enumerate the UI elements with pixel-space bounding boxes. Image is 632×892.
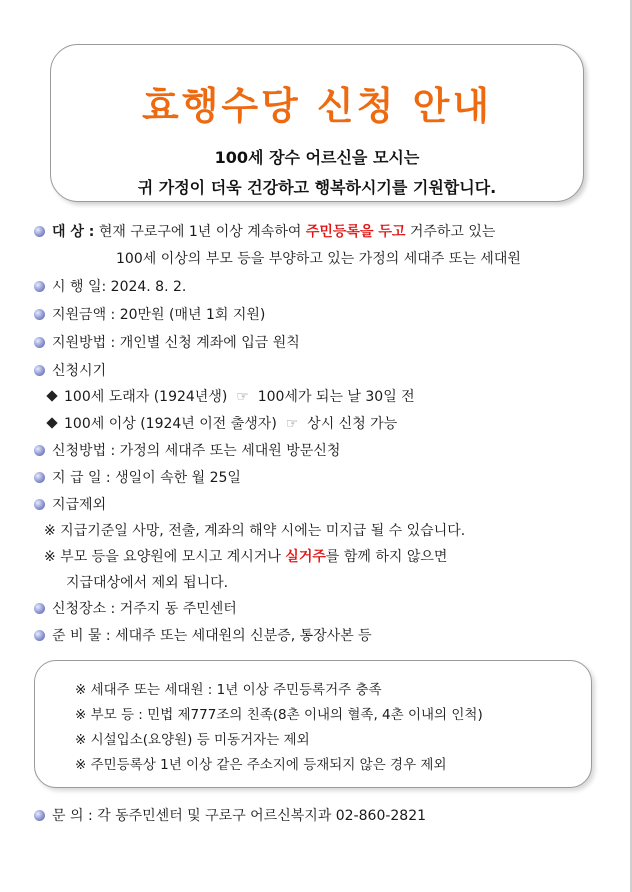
diamond-bullet-icon (46, 417, 57, 428)
bullet-icon (34, 281, 45, 292)
pointing-hand-icon: ☞ (236, 389, 249, 405)
documents-label: 준 비 물 : (52, 628, 111, 644)
note-item: ※ 주민등록상 1년 이상 같은 주소지에 등재되지 않은 경우 제외 (75, 757, 447, 773)
enforcement-date-row (34, 277, 612, 297)
bullet-icon (34, 309, 45, 320)
subtitle-line-2: 귀 가정이 더욱 건강하고 행복하시기를 기원합니다. (137, 178, 497, 197)
note-item: ※ 시설입소(요양원) 등 미동거자는 제외 (75, 732, 310, 748)
method-label: 지원방법 : (52, 335, 116, 351)
target-text-1: 현재 구로구에 1년 이상 계속하여 주민등록을 두고 거주하고 있는 (98, 224, 496, 240)
bullet-icon (34, 603, 45, 614)
place-row (34, 599, 612, 619)
exclusion-note-1: ※ 지급기준일 사망, 전출, 계좌의 해약 시에는 미지급 될 수 있습니다. (44, 523, 466, 539)
bullet-icon (34, 499, 45, 510)
amount-label: 지원금액 : (52, 307, 116, 323)
documents-value: 세대주 또는 세대원의 신분증, 통장사본 등 (115, 628, 372, 644)
amount-value: 20만원 (매년 1회 지원) (119, 307, 266, 323)
pointing-hand-icon: ☞ (285, 416, 299, 432)
method-value: 개인별 신청 계좌에 입금 원칙 (119, 335, 300, 351)
exclusion-note-2: ※ 부모 등을 요양원에 모시고 계시거나 실거주를 함께 하지 않으면 (44, 549, 448, 565)
diamond-bullet-icon (46, 390, 57, 401)
inquiry-row (34, 806, 612, 826)
pay-date-value: 생일이 속한 월 25일 (115, 470, 241, 486)
period-item: 100세 도래자 (1924년생) ☞ 100세가 되는 날 30일 전 (44, 387, 612, 407)
inquiry-label: 문 의 : (52, 808, 93, 824)
subtitle-line-1: 100세 장수 어르신을 모시는 (214, 148, 420, 167)
pay-date-label: 지 급 일 : (52, 470, 111, 486)
apply-method-label: 신청방법 : (52, 443, 116, 459)
exclusion-label: 지급제외 (52, 497, 107, 513)
target-row (34, 222, 612, 242)
header-box (50, 44, 584, 202)
note-item: ※ 부모 등 : 민법 제777조의 친족(8촌 이내의 혈족, 4촌 이내의 인척) (75, 707, 483, 723)
apply-method-value: 가정의 세대주 또는 세대원 방문신청 (119, 443, 341, 459)
exclusion-note-2-cont: 지급대상에서 제외 됩니다. (66, 575, 229, 591)
note-item: ※ 세대주 또는 세대원 : 1년 이상 주민등록거주 충족 (75, 682, 382, 698)
method-row (34, 333, 612, 353)
enforcement-date-value: 2024. 8. 2. (110, 279, 187, 295)
inquiry-value: 각 동주민센터 및 구로구 어르신복지과 02-860-2821 (97, 808, 427, 824)
exclusion-row (34, 495, 612, 515)
period-label: 신청시기 (52, 363, 107, 379)
place-value: 거주지 동 주민센터 (119, 601, 237, 617)
highlight-actual-residence: 실거주 (285, 549, 326, 565)
bullet-icon (34, 630, 45, 641)
page-title: 효행수당 신청 안내 (141, 84, 493, 128)
place-label: 신청장소 : (52, 601, 116, 617)
pay-date-row (34, 468, 612, 488)
target-text-2: 100세 이상의 부모 등을 부양하고 있는 가정의 세대주 또는 세대원 (116, 251, 521, 267)
apply-method-row (34, 441, 612, 461)
amount-row (34, 305, 612, 325)
period-row (34, 361, 612, 381)
bullet-icon (34, 365, 45, 376)
period-item: 100세 이상 (1924년 이전 출생자) ☞ 상시 신청 가능 (44, 414, 612, 434)
notes-box (34, 660, 592, 788)
documents-row (34, 626, 612, 646)
bullet-icon (34, 337, 45, 348)
target-label: 대 상 : (52, 224, 95, 240)
highlight-residence-registration: 주민등록을 두고 (305, 224, 406, 240)
enforcement-date-label: 시 행 일: (52, 279, 107, 295)
bullet-icon (34, 472, 45, 483)
bullet-icon (34, 445, 45, 456)
bullet-icon (34, 810, 45, 821)
bullet-icon (34, 226, 45, 237)
